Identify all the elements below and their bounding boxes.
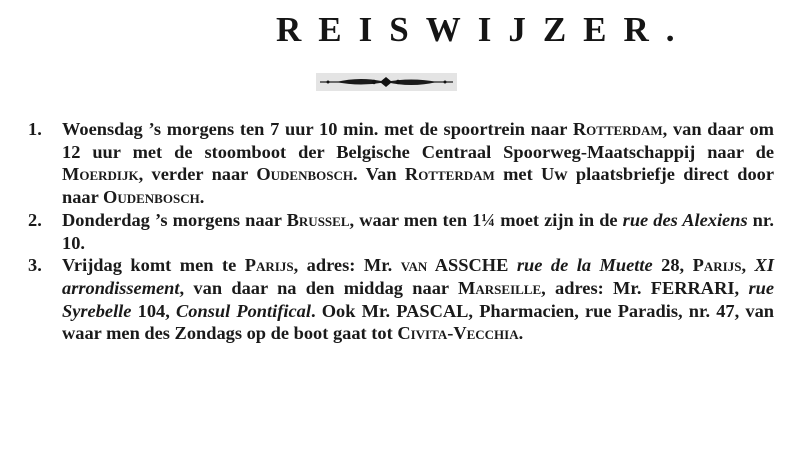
itinerary-item <box>22 209 774 254</box>
place-name: Rotterdam <box>404 164 495 185</box>
place-name: Rotterdam <box>572 119 663 139</box>
place-name: Parijs <box>692 255 742 276</box>
text-segment: , <box>741 255 755 276</box>
official-title: Consul Pontifical <box>176 300 311 321</box>
item-number: 3. <box>28 255 42 276</box>
text-segment: , verder naar <box>138 164 257 185</box>
text-segment: . <box>518 323 524 344</box>
page-title: REISWIJZER. <box>276 10 692 49</box>
itinerary-list <box>22 118 774 345</box>
place-name: Civita-Vecchia <box>397 323 519 344</box>
text-segment: , van daar om 12 uur met de stoomboot der Belgische Centraal Spoorweg-Maatschappij naar de <box>62 119 774 162</box>
street-name: rue Syrebelle <box>62 277 774 321</box>
street-name: rue des Alexiens <box>622 209 748 230</box>
text-segment: nr. 10. <box>62 209 774 253</box>
place-name: Oudenbosch <box>256 164 353 185</box>
place-name: Oudenbosch <box>103 187 200 208</box>
item-number: 1. <box>28 119 42 139</box>
item-number: 2. <box>28 209 42 230</box>
place-name: Marseille <box>458 277 542 298</box>
text-segment: , adres: Mr. FERRARI, <box>541 277 749 298</box>
name-particle: van <box>400 255 428 276</box>
place-name: Moerdijk <box>62 164 139 185</box>
text-segment: Donderdag ’s morgens naar <box>62 209 287 230</box>
text-segment: . Ook Mr. PASCAL, Pharmacien, rue Paradis, nr. 47, van waar men des Zondags op de boot gaat tot <box>62 300 774 344</box>
text-segment: Vrijdag komt men te <box>62 255 245 276</box>
text-segment: . Van <box>353 164 405 185</box>
decorative-scroll-divider-icon <box>316 73 457 91</box>
itinerary-item <box>22 118 774 209</box>
text-segment: 104, <box>131 300 176 321</box>
text-segment: ASSCHE <box>427 255 517 276</box>
text-segment: met Uw plaatsbriefje direct door naar <box>62 164 774 208</box>
text-segment: , waar men ten 1¼ moet zijn in de <box>349 209 623 230</box>
text-segment: . <box>199 187 205 208</box>
place-name: Parijs <box>244 255 294 276</box>
district-name: XI arrondissement <box>62 255 774 298</box>
text-segment: Woensdag ’s morgens ten 7 uur 10 min. met de spoortrein naar <box>62 119 573 139</box>
text-segment: , adres: Mr. <box>293 255 401 276</box>
text-segment: 28, <box>652 255 693 276</box>
street-name: rue de la Muette <box>516 255 653 276</box>
itinerary-item <box>22 254 774 345</box>
text-segment: , van daar na den middag naar <box>179 277 459 298</box>
place-name: Brussel <box>286 209 350 230</box>
